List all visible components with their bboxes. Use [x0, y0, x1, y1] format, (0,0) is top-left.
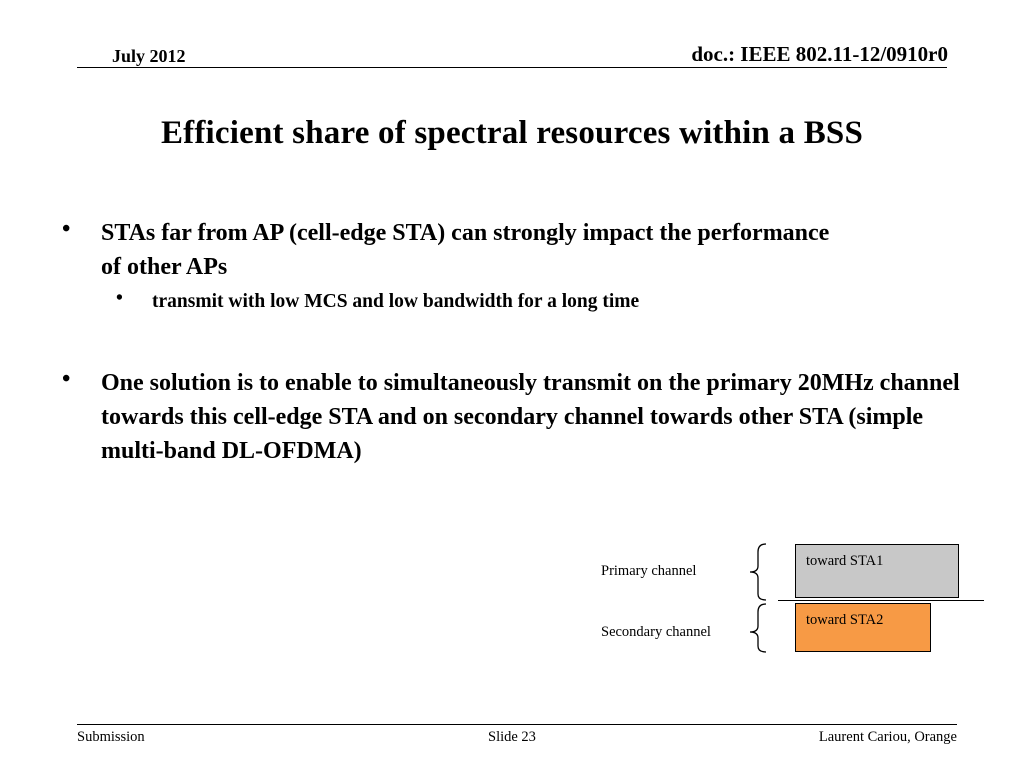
bullet-item	[62, 366, 962, 464]
footer-slide-number: Slide 23	[488, 729, 536, 745]
bullet-marker: •	[62, 366, 71, 392]
primary-channel-label: Primary channel	[601, 563, 697, 579]
channel-divider-line	[778, 600, 984, 601]
sub-bullet-item	[116, 288, 836, 310]
sta2-box-label: toward STA2	[806, 612, 884, 628]
footer-rule	[77, 724, 957, 725]
slide-title: Efficient share of spectral resources within a BSS	[160, 115, 864, 151]
bullet-item	[62, 216, 842, 280]
primary-brace	[750, 544, 766, 600]
header-date: July 2012	[112, 46, 186, 66]
secondary-channel-label: Secondary channel	[601, 624, 711, 640]
sta2-box	[795, 603, 931, 652]
bullet-marker: •	[62, 216, 71, 242]
bullet-text: STAs far from AP (cell-edge STA) can strongly impact the performance of other APs	[101, 220, 830, 280]
sub-bullet-text: transmit with low MCS and low bandwidth for a long time	[152, 291, 640, 312]
secondary-brace	[750, 604, 766, 652]
channel-braces	[740, 540, 780, 660]
sta1-box-label: toward STA1	[806, 553, 884, 569]
sta1-box	[795, 544, 959, 598]
bullet-marker: •	[116, 288, 123, 309]
footer-author: Laurent Cariou, Orange	[818, 729, 957, 745]
bullet-text: One solution is to enable to simultaneously transmit on the primary 20MHz channel towards this cell-edge STA and on secondary channel towards other STA (simple multi-band DL-OFDMA)	[101, 370, 960, 464]
header-doc-id: doc.: IEEE 802.11-12/0910r0	[691, 42, 948, 66]
header-rule	[77, 67, 947, 68]
footer-submission: Submission	[77, 729, 145, 745]
